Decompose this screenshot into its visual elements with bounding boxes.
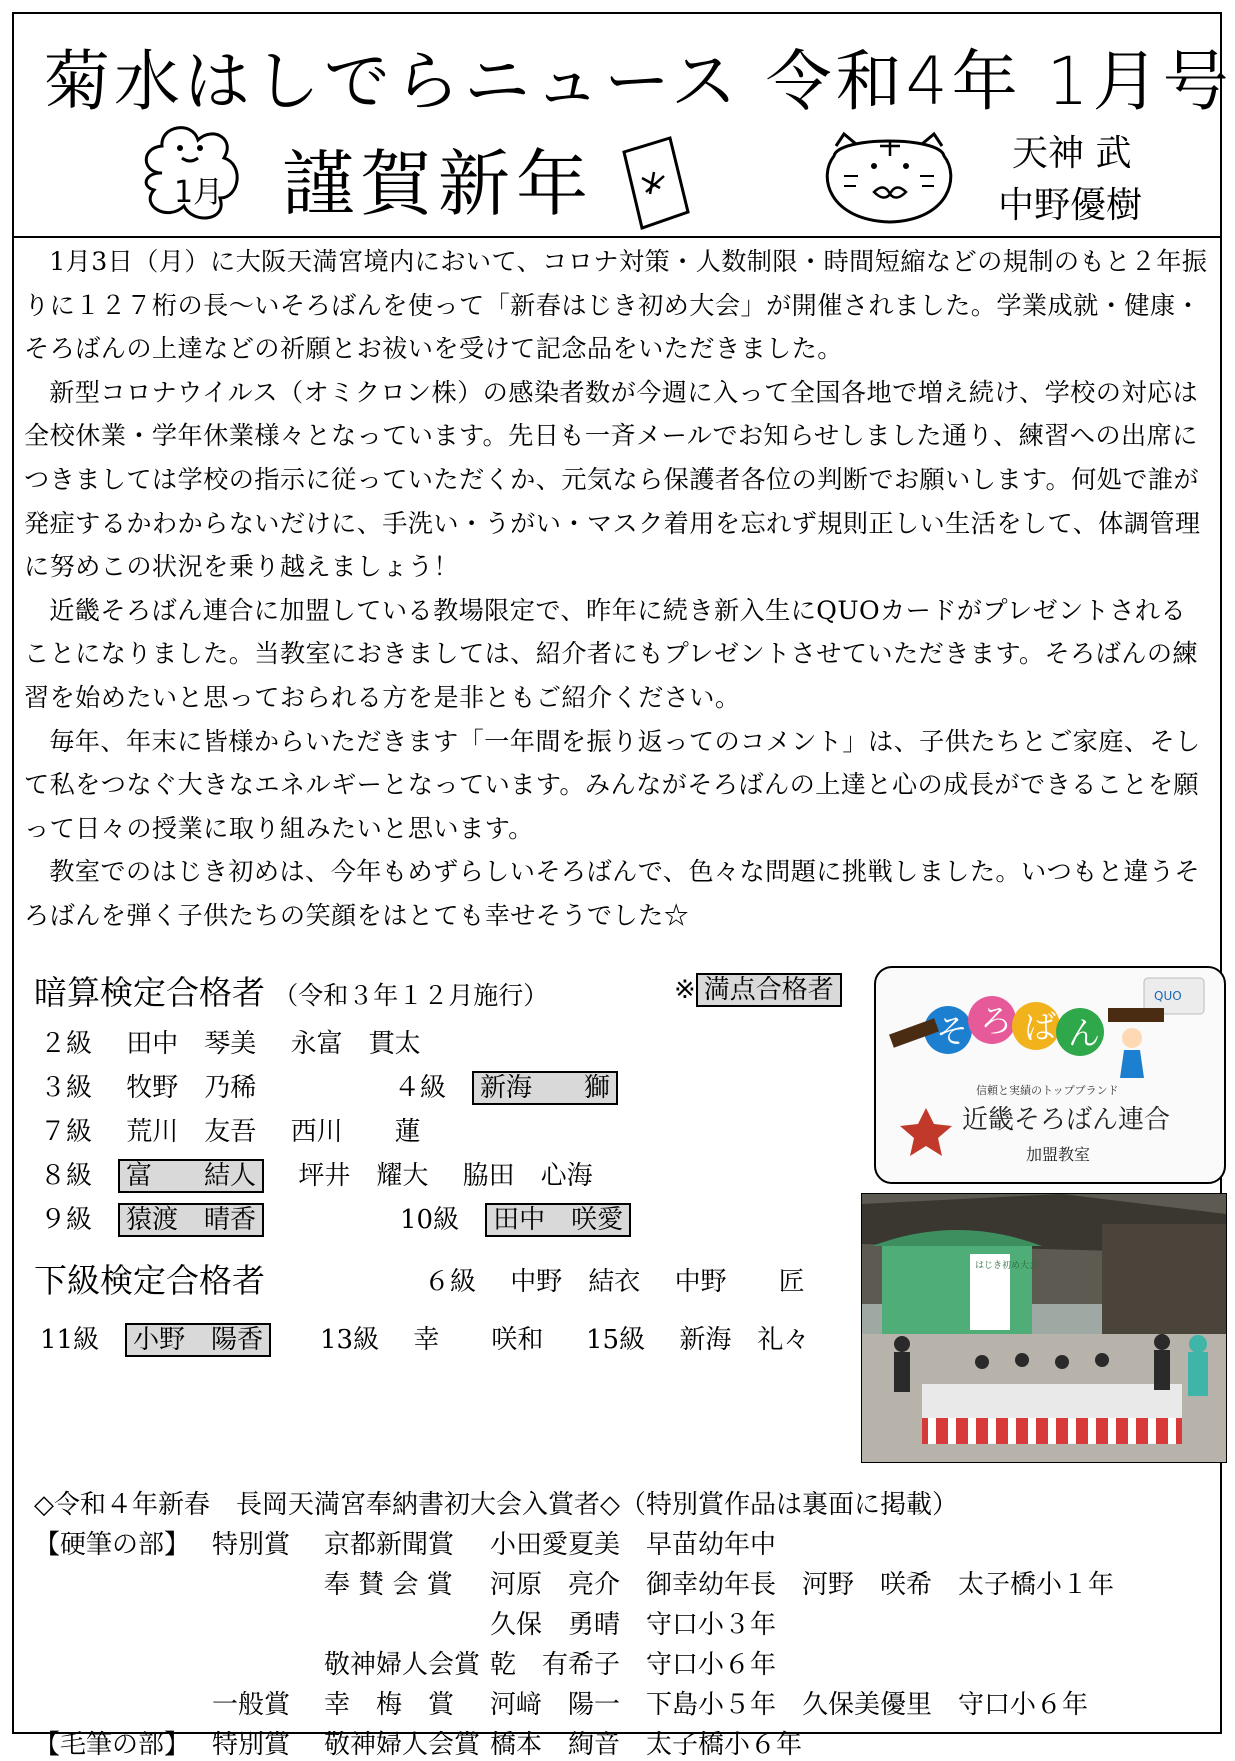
grade-label: 10級: [400, 1205, 460, 1235]
passer: 西川 蓮: [290, 1117, 421, 1147]
anzan-row-8: [40, 1155, 593, 1192]
quo-card-label: QUO: [1154, 989, 1182, 1003]
svg-text:ろ: ろ: [980, 1002, 1013, 1040]
award-prize-2: 奉 賛 会 賞: [324, 1570, 453, 1600]
paragraph-5: 教室でのはじき初めは、今年もめずらしいそろばんで、色々な問題に挑戦しました。いつもと違うそろばんを弾く子供たちの笑顔をはとても幸せそうでした☆: [24, 857, 1201, 930]
badge-member: 加盟教室: [1026, 1145, 1091, 1164]
passer-perfect: 小野 陽香: [125, 1323, 271, 1357]
paragraph-3: 近畿そろばん連合に加盟している教場限定で、昨年に続き新入生にQUOカードがプレゼントされることになりました。当教室におきましては、紹介者にもプレゼントさせていただきます。そろばんの練習を始めたいと思っておられる方を是非ともご紹介ください。: [24, 595, 1199, 712]
passer: 荒川 友吾: [126, 1117, 257, 1147]
svg-text:そ: そ: [936, 1012, 969, 1050]
anzan-heading-row: [34, 967, 548, 1014]
passer: 田中 琴美: [126, 1029, 257, 1059]
passer: 永富 貫太: [290, 1029, 421, 1059]
passer: 坪井 耀大: [298, 1161, 429, 1191]
perfect-note-mark: ※: [674, 975, 696, 1005]
grade-label: ８級: [40, 1161, 93, 1191]
paragraph-2: 新型コロナウイルス（オミクロン株）の感染者数が今週に入って全国各地で増え続け、学校の対応は全校休業・学年休業様々となっています。先日も一斉メールでお知らせしました通り、練習への出席につきましては学校の指示に従っていただくか、元気なら保護者各位の判断でお願いします。何処で誰が発症するかわからないだけに、手洗い・うがい・マスク着用を忘れず規則正しい生活をして、体調管理に努めこの状況を乗り越えましょう！: [24, 377, 1201, 582]
anzan-row-3: [40, 1067, 256, 1104]
badge-art: [876, 968, 1224, 1182]
badge-org: 近畿そろばん連合: [962, 1105, 1171, 1135]
soroban-union-badge: [874, 966, 1226, 1184]
passer: 牧野 乃稀: [126, 1073, 257, 1103]
award-winners-2: 河原 亮介 御幸幼年長 河野 咲希 太子橋小１年: [490, 1570, 1115, 1600]
passer: 中野 結衣: [510, 1267, 641, 1297]
perfect-legend: [674, 969, 842, 1006]
perfect-label: 満点合格者: [696, 973, 842, 1007]
kakyu-row-13: [320, 1319, 543, 1356]
envelope-doodle: [614, 132, 694, 232]
passer-perfect: 新海 獅: [472, 1071, 618, 1105]
award-prize-4: 敬神婦人会賞: [324, 1650, 481, 1680]
kakyu-row-15: [586, 1319, 809, 1356]
grade-label: ４級: [394, 1073, 447, 1103]
passer: 新海 礼々: [679, 1325, 810, 1355]
badge-tagline: 信頼と実績のトップブランド: [976, 1084, 1119, 1097]
tiger-doodle: [814, 126, 964, 230]
award-winners-5: 河﨑 陽一 下島小５年 久保美優里 守口小６年: [490, 1690, 1089, 1720]
passer: 幸 咲和: [413, 1325, 544, 1355]
kakyu-heading: 下級検定合格者: [34, 1261, 265, 1300]
award-cat-6: 特別賞: [212, 1730, 291, 1760]
newsletter-title: 菊水はしでらニュース 令和4年 1月号: [44, 43, 1233, 120]
award-prize-5: 幸 梅 賞: [324, 1690, 455, 1720]
grade-label: ６級: [424, 1267, 477, 1297]
tiger-author: 天神 武: [1012, 133, 1132, 174]
award-winners-1: 小田愛夏美 早苗幼年中: [490, 1530, 777, 1560]
passer-perfect: 富 結人: [118, 1159, 264, 1193]
anzan-row-4: [394, 1067, 618, 1104]
anzan-row-2: [40, 1023, 421, 1060]
award-prize-6: 敬神婦人会賞: [324, 1730, 481, 1760]
svg-text:ば: ば: [1024, 1008, 1057, 1046]
passer-perfect: 田中 咲愛: [485, 1203, 631, 1237]
header: [14, 14, 1233, 238]
greeting: 謹賀新年: [282, 142, 595, 226]
award-section-6: 【毛筆の部】: [34, 1730, 191, 1760]
svg-text:ん: ん: [1068, 1014, 1101, 1052]
awards-heading: ◇令和４年新春 長岡天満宮奉納書初大会入賞者◇（特別賞作品は裏面に掲載）: [34, 1490, 958, 1520]
award-winners-4: 乾 有希子 守口小６年: [490, 1650, 777, 1680]
mochi-label: 1月: [174, 175, 224, 210]
event-photo-art: [862, 1194, 1226, 1462]
kakyu-row-11: [40, 1319, 271, 1356]
award-row-1: 【硬筆の部】: [34, 1530, 191, 1560]
anzan-row-10: [400, 1199, 631, 1236]
passer: 脇田 心海: [462, 1161, 593, 1191]
award-winners-3: 久保 勇晴 守口小３年: [490, 1610, 777, 1640]
author-name: 中野優樹: [998, 185, 1143, 226]
paragraph-1: 1月3日（月）に大阪天満宮境内において、コロナ対策・人数制限・時間短縮などの規制のもと２年振りに１２７桁の長～いそろばんを使って「新春はじき初め大会」が開催されました。学業成就・健康・そろばんの上達などの祈願とお祓いを受けて記念品をいただきました。: [24, 247, 1208, 364]
award-winners-6: 橋本 絢音 太子橋小６年: [490, 1730, 803, 1760]
grade-label: 11級: [40, 1325, 100, 1355]
kagami-mochi-doodle: [132, 118, 252, 228]
grade-label: 13級: [320, 1325, 380, 1355]
article-body: [24, 240, 1210, 938]
anzan-date: （令和３年１２月施行）: [273, 981, 549, 1010]
newsletter-frame: [12, 12, 1233, 1760]
paragraph-4: 毎年、年末に皆様からいただきます「一年間を振り返ってのコメント」は、子供たちとご家庭、そして私をつなぐ大きなエネルギーとなっています。みんながそろばんの上達と心の成長ができることを願って日々の授業に取り組みたいと思います。: [24, 726, 1201, 843]
kakyu-row-6: [424, 1261, 805, 1298]
shrine-event-photo: [861, 1193, 1227, 1463]
anzan-row-9: [40, 1199, 264, 1236]
passer-perfect: 猿渡 晴香: [118, 1203, 264, 1237]
award-prize-1: 京都新聞賞: [324, 1530, 455, 1560]
grade-label: ３級: [40, 1073, 93, 1103]
anzan-heading: 暗算検定合格者: [34, 973, 265, 1012]
grade-label: 15級: [586, 1325, 646, 1355]
grade-label: ９級: [40, 1205, 93, 1235]
award-cat-5: 一般賞: [212, 1690, 291, 1720]
passer: 中野 匠: [674, 1267, 805, 1297]
award-cat-1: 特別賞: [212, 1530, 291, 1560]
grade-label: ７級: [40, 1117, 93, 1147]
anzan-row-7: [40, 1111, 421, 1148]
grade-label: ２級: [40, 1029, 93, 1059]
event-banner-text: はじき初め大会: [975, 1261, 1039, 1271]
authors: [998, 128, 1142, 232]
